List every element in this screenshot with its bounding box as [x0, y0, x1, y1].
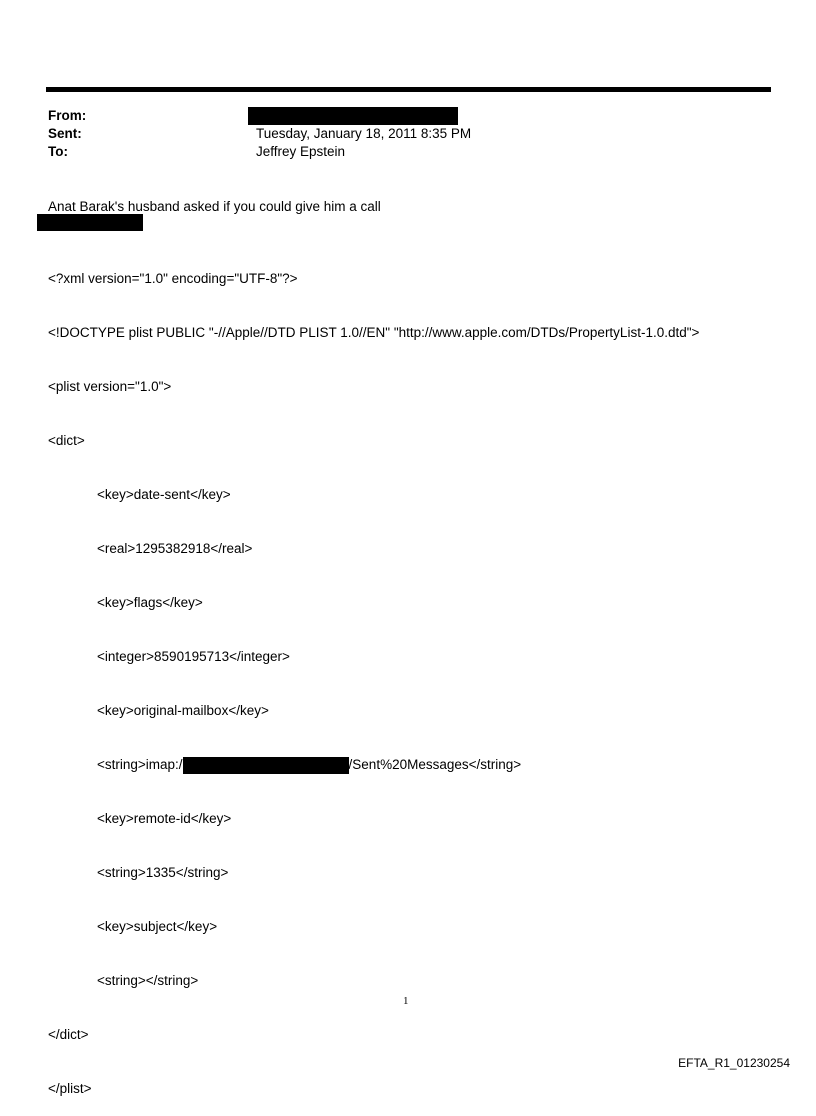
key-subject: <key>subject</key> [97, 919, 218, 934]
key-flags: <key>flags</key> [97, 595, 203, 610]
key-remote-id: <key>remote-id</key> [97, 811, 232, 826]
plist-xml-declaration: <?xml version="1.0" encoding="UTF-8"?> [48, 271, 298, 286]
page-number: 1 [403, 995, 409, 1007]
plist-close-tag: </plist> [48, 1081, 92, 1096]
real-value: <real>1295382918</real> [97, 541, 253, 556]
dict-close-tag: </dict> [48, 1027, 89, 1042]
signature-redaction [37, 214, 143, 231]
to-value: Jeffrey Epstein [256, 144, 346, 159]
mailbox-prefix: <string>imap:/ [97, 757, 183, 772]
integer-value: <integer>8590195713</integer> [97, 649, 290, 664]
mailbox-redaction [183, 757, 349, 774]
plist-open-tag: <plist version="1.0"> [48, 379, 172, 394]
subject-value: <string></string> [97, 973, 199, 988]
bates-number: EFTA_R1_01230254 [678, 1056, 790, 1070]
key-date-sent: <key>date-sent</key> [97, 487, 231, 502]
mailbox-suffix: /Sent%20Messages</string> [348, 757, 522, 772]
sent-row [48, 125, 748, 143]
remote-id-value: <string>1335</string> [97, 865, 229, 880]
from-label: From: [48, 108, 87, 123]
from-value [256, 107, 748, 125]
email-header [48, 107, 748, 161]
key-original-mailbox: <key>original-mailbox</key> [97, 703, 269, 718]
sent-label: Sent: [48, 126, 82, 141]
plist-block [48, 234, 699, 1116]
from-redaction [248, 107, 458, 125]
from-row [48, 107, 748, 125]
mailbox-string [48, 756, 699, 774]
header-rule [46, 87, 771, 92]
sent-value: Tuesday, January 18, 2011 8:35 PM [256, 126, 472, 141]
to-label: To: [48, 144, 68, 159]
dict-open-tag: <dict> [48, 433, 85, 448]
plist-doctype: <!DOCTYPE plist PUBLIC "-//Apple//DTD PLIST 1.0//EN" "http://www.apple.com/DTDs/PropertyList-1.0.dtd"> [48, 325, 700, 340]
message-body: Anat Barak's husband asked if you could give him a call [48, 199, 381, 214]
to-row [48, 143, 748, 161]
